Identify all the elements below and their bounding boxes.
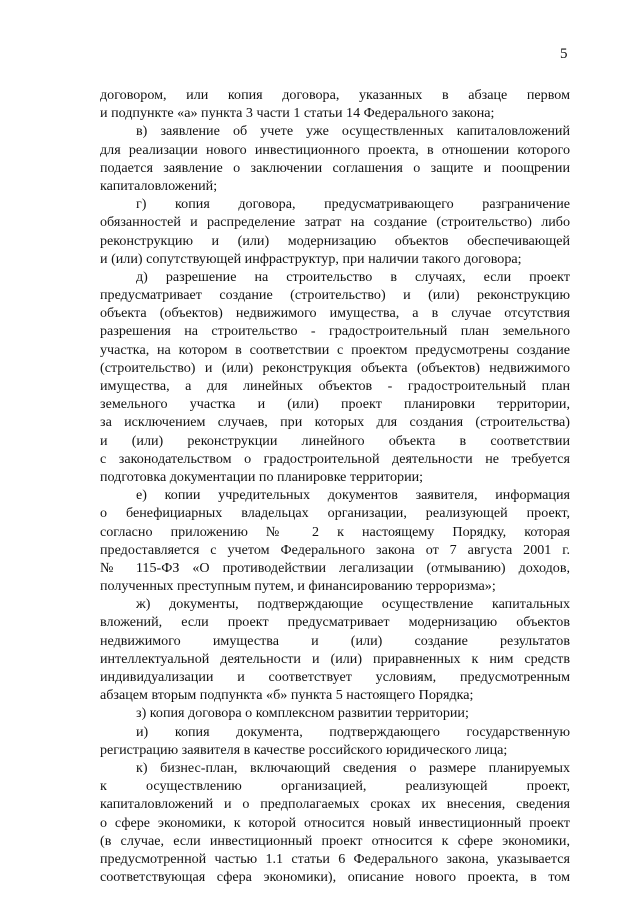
text-line: и) копия документа, подтверждающего государственную xyxy=(136,723,570,740)
text-line: подается заявление о заключении соглашения о защите и поощрении xyxy=(100,159,570,176)
text-line: и подпункте «а» пункта 3 части 1 статьи 14 Федерального закона; xyxy=(100,105,495,122)
text-line: согласно приложению № 2 к настоящему Порядку, которая xyxy=(100,523,570,540)
text-line: капиталовложений и о предполагаемых сроках их внесения, сведения xyxy=(100,796,570,813)
text-line: предусматривает создание (строительство) и (или) реконструкцию xyxy=(100,287,570,304)
text-line: предоставляется с учетом Федерального закона от 7 августа 2001 г. xyxy=(100,541,570,558)
text-line: подготовка документации по планировке территории; xyxy=(100,468,424,485)
page-number: 5 xyxy=(560,46,568,62)
text-line: предусмотренной частью 1.1 статьи 6 Федерального закона, указывается xyxy=(100,850,570,867)
text-line: регистрацию заявителя в качестве российского юридического лица; xyxy=(100,741,508,758)
text-line: индивидуализации и соответствует условиям, предусмотренным xyxy=(100,669,570,685)
text-line: для реализации нового инвестиционного проекта, в отношении которого xyxy=(100,141,570,158)
text-line: вложений, если проект предусматривает модернизацию объектов xyxy=(100,614,570,631)
text-line: за исключением случаев, при которых для создания (строительства) xyxy=(100,414,570,431)
text-line: № 115-ФЗ «О противодействии легализации (отмыванию) доходов, xyxy=(100,559,570,576)
text-line: недвижимого имущества и (или) создание результатов xyxy=(100,632,570,649)
text-line: реконструкцию и (или) модернизацию объектов обеспечивающей xyxy=(100,232,570,249)
text-line: земельного участка и (или) проект планировки территории, xyxy=(100,396,570,413)
text-line: г) копия договора, предусматривающего разграничение xyxy=(136,196,570,213)
text-line: в) заявление об учете уже осуществленных капиталовложений xyxy=(136,123,570,140)
text-line: (в случае, если инвестиционный проект относится к сфере экономики, xyxy=(100,832,570,849)
text-line: о сфере экономики, к которой относится новый инвестиционный проект xyxy=(100,814,570,831)
text-line: имущества, а для линейных объектов - градостроительный план xyxy=(100,378,570,394)
text-line: и (или) сопутствующей инфраструктур, при наличии такого договора; xyxy=(100,250,522,267)
text-line: соответствующая сфера экономики), описание нового проекта, в том xyxy=(100,869,570,886)
text-line: разрешения на строительство - градостроительный план земельного xyxy=(100,323,570,340)
text-line: объекта (объектов) недвижимого имущества, а в случае отсутствия xyxy=(100,305,570,322)
text-line: с законодательством о градостроительной деятельности не требуется xyxy=(100,450,570,467)
text-line: д) разрешение на строительство в случаях, если проект xyxy=(136,268,570,285)
text-line: к) бизнес-план, включающий сведения о размере планируемых xyxy=(136,759,570,776)
document-body xyxy=(100,86,570,886)
text-line: (строительство) и (или) реконструкция объекта (объектов) недвижимого xyxy=(100,359,570,376)
text-line: ж) документы, подтверждающие осуществление капитальных xyxy=(136,596,570,613)
text-line: капиталовложений; xyxy=(100,177,218,194)
text-line: о бенефициарных владельцах организации, реализующей проект, xyxy=(100,505,570,522)
text-line: договором, или копия договора, указанных в абзаце первом xyxy=(100,87,570,103)
text-line: полученных преступным путем, и финансированию терроризма»; xyxy=(100,578,496,595)
text-line: абзацем вторым подпункта «б» пункта 5 настоящего Порядка; xyxy=(100,687,474,704)
text-line: к осуществлению организацией, реализующей проект, xyxy=(100,778,570,795)
text-line: интеллектуальной деятельности и (или) приравненных к ним средств xyxy=(100,650,570,667)
text-line: участка, на котором в соответствии с проектом предусмотрены создание xyxy=(100,341,570,358)
text-line: и (или) реконструкции линейного объекта в соответствии xyxy=(100,432,570,449)
text-line: е) копии учредительных документов заявителя, информация xyxy=(136,487,570,504)
text-line: обязанностей и распределение затрат на создание (строительство) либо xyxy=(100,214,570,231)
text-line: з) копия договора о комплексном развитии территории; xyxy=(136,705,469,722)
